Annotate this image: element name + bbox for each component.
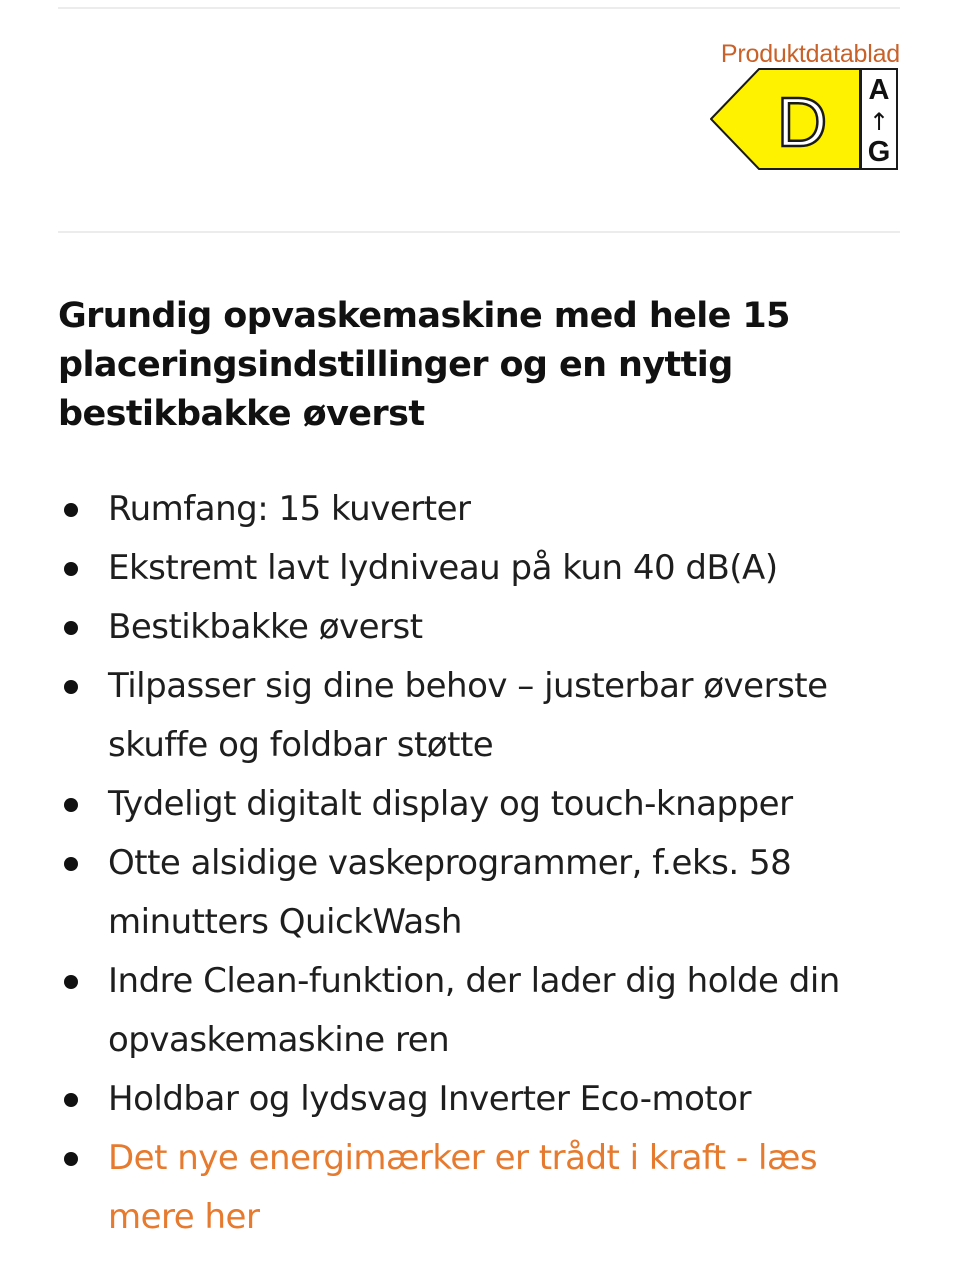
energy-label[interactable] — [700, 40, 900, 170]
bullet-icon — [64, 1093, 78, 1107]
list-item — [0, 657, 960, 775]
bullet-icon — [64, 1152, 78, 1166]
product-title: Grundig opvaskemaskine med hele 15 placeringsindstillinger og en nyttig bestikbakke øverst — [58, 296, 790, 434]
top-divider — [58, 7, 900, 9]
energy-scale-arrow-icon: ↑ — [868, 108, 890, 136]
feature-text: Rumfang: 15 kuverter — [108, 489, 471, 529]
feature-text: Holdbar og lydsvag Inverter Eco-motor — [108, 1079, 752, 1119]
bullet-icon — [64, 503, 78, 517]
bullet-icon — [64, 798, 78, 812]
feature-text: Tilpasser sig dine behov – justerbar øverste skuffe og foldbar støtte — [108, 666, 828, 765]
list-item — [0, 539, 960, 598]
feature-text: Indre Clean-funktion, der lader dig holde din opvaskemaskine ren — [108, 961, 840, 1060]
product-datasheet-link[interactable]: Produktdatablad — [720, 40, 900, 68]
feature-list — [0, 480, 960, 1247]
list-item — [0, 1070, 960, 1129]
bullet-icon — [64, 857, 78, 871]
energy-notice-link[interactable]: Det nye energimærker er trådt i kraft - læs mere her — [108, 1138, 818, 1237]
list-item — [0, 834, 960, 952]
energy-scale-top: A — [868, 74, 890, 106]
feature-text: Otte alsidige vaskeprogrammer, f.eks. 58 minutters QuickWash — [108, 843, 792, 942]
bullet-icon — [64, 621, 78, 635]
energy-notice-item — [0, 1129, 960, 1247]
bullet-icon — [64, 680, 78, 694]
bullet-icon — [64, 975, 78, 989]
list-item — [0, 775, 960, 834]
bullet-icon — [64, 562, 78, 576]
feature-text: Tydeligt digitalt display og touch-knapper — [108, 784, 793, 824]
section-divider — [58, 231, 900, 233]
energy-class-badge[interactable] — [710, 68, 900, 170]
energy-scale-bottom: G — [867, 136, 891, 168]
energy-class-letter: D — [776, 83, 828, 161]
feature-text: Bestikbakke øverst — [108, 607, 423, 647]
list-item — [0, 598, 960, 657]
list-item — [0, 952, 960, 1070]
list-item — [0, 480, 960, 539]
feature-text: Ekstremt lavt lydniveau på kun 40 dB(A) — [108, 548, 778, 588]
